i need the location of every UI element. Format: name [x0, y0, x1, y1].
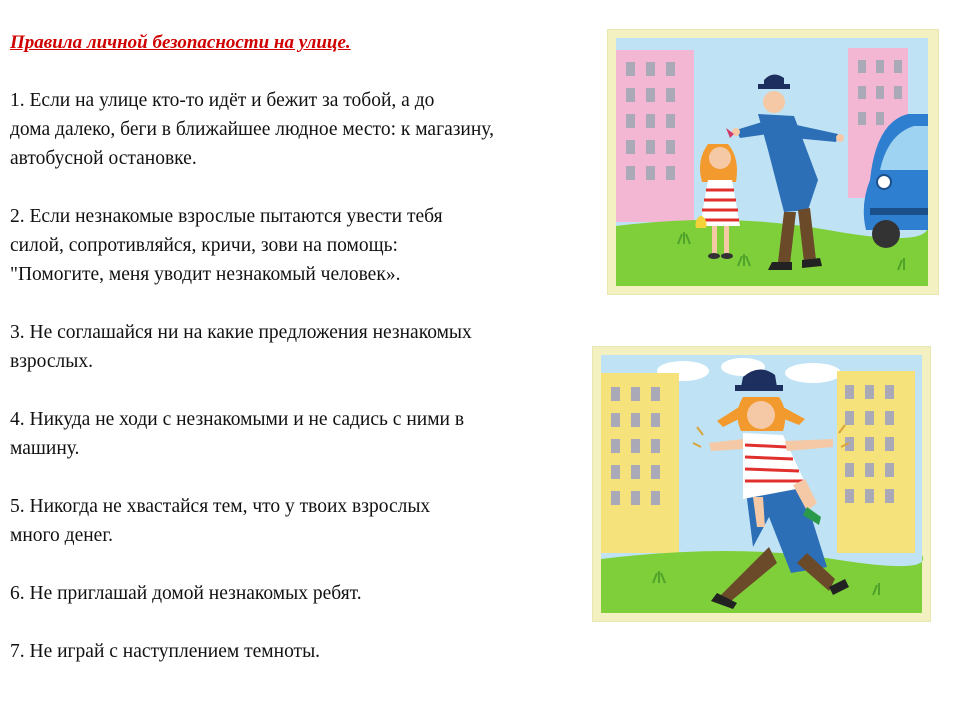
rule-line: 5. Никогда не хвастайся тем, что у твоих взрослых [10, 496, 431, 517]
rule-line: автобусной остановке. [10, 148, 197, 169]
rule-line: "Помогите, меня уводит незнакомый человек». [10, 264, 401, 285]
rule-line: 4. Никуда не ходи с незнакомыми и не садись с ними в [10, 409, 465, 430]
rule-7 [10, 637, 610, 666]
rule-line: силой, сопротивляйся, кричи, зови на помощь: [10, 235, 398, 256]
rule-4 [10, 405, 610, 463]
rule-6 [10, 579, 610, 608]
rule-2 [10, 202, 610, 289]
rule-line: 7. Не играй с наступлением темноты. [10, 641, 321, 662]
rule-line: 2. Если незнакомые взрослые пытаются увести тебя [10, 206, 443, 227]
rule-line: машину. [10, 438, 80, 459]
rule-5 [10, 492, 610, 550]
rule-line: взрослых. [10, 351, 94, 372]
rules-text-block [10, 28, 610, 695]
yellow-building-left [601, 373, 679, 553]
illustration-2-svg [593, 347, 930, 621]
rule-line: 3. Не соглашайся ни на какие предложения незнакомых [10, 322, 472, 343]
rule-line: много денег. [10, 525, 114, 546]
rule-line: 6. Не приглашай домой незнакомых ребят. [10, 583, 362, 604]
rule-1 [10, 86, 610, 173]
stranger-carrying-girl-illustration [593, 347, 930, 621]
rule-line: 1. Если на улице кто-то идёт и бежит за тобой, а до [10, 90, 435, 111]
rule-line: дома далеко, беги в ближайшее людное место: к магазину, [10, 119, 494, 140]
stranger-offering-candy-illustration [608, 30, 938, 294]
page-title: Правила личной безопасности на улице. [10, 32, 351, 53]
pink-building-left [616, 50, 694, 222]
yellow-building-right [837, 371, 915, 553]
rule-3 [10, 318, 610, 376]
illustration-1-svg [608, 30, 938, 294]
